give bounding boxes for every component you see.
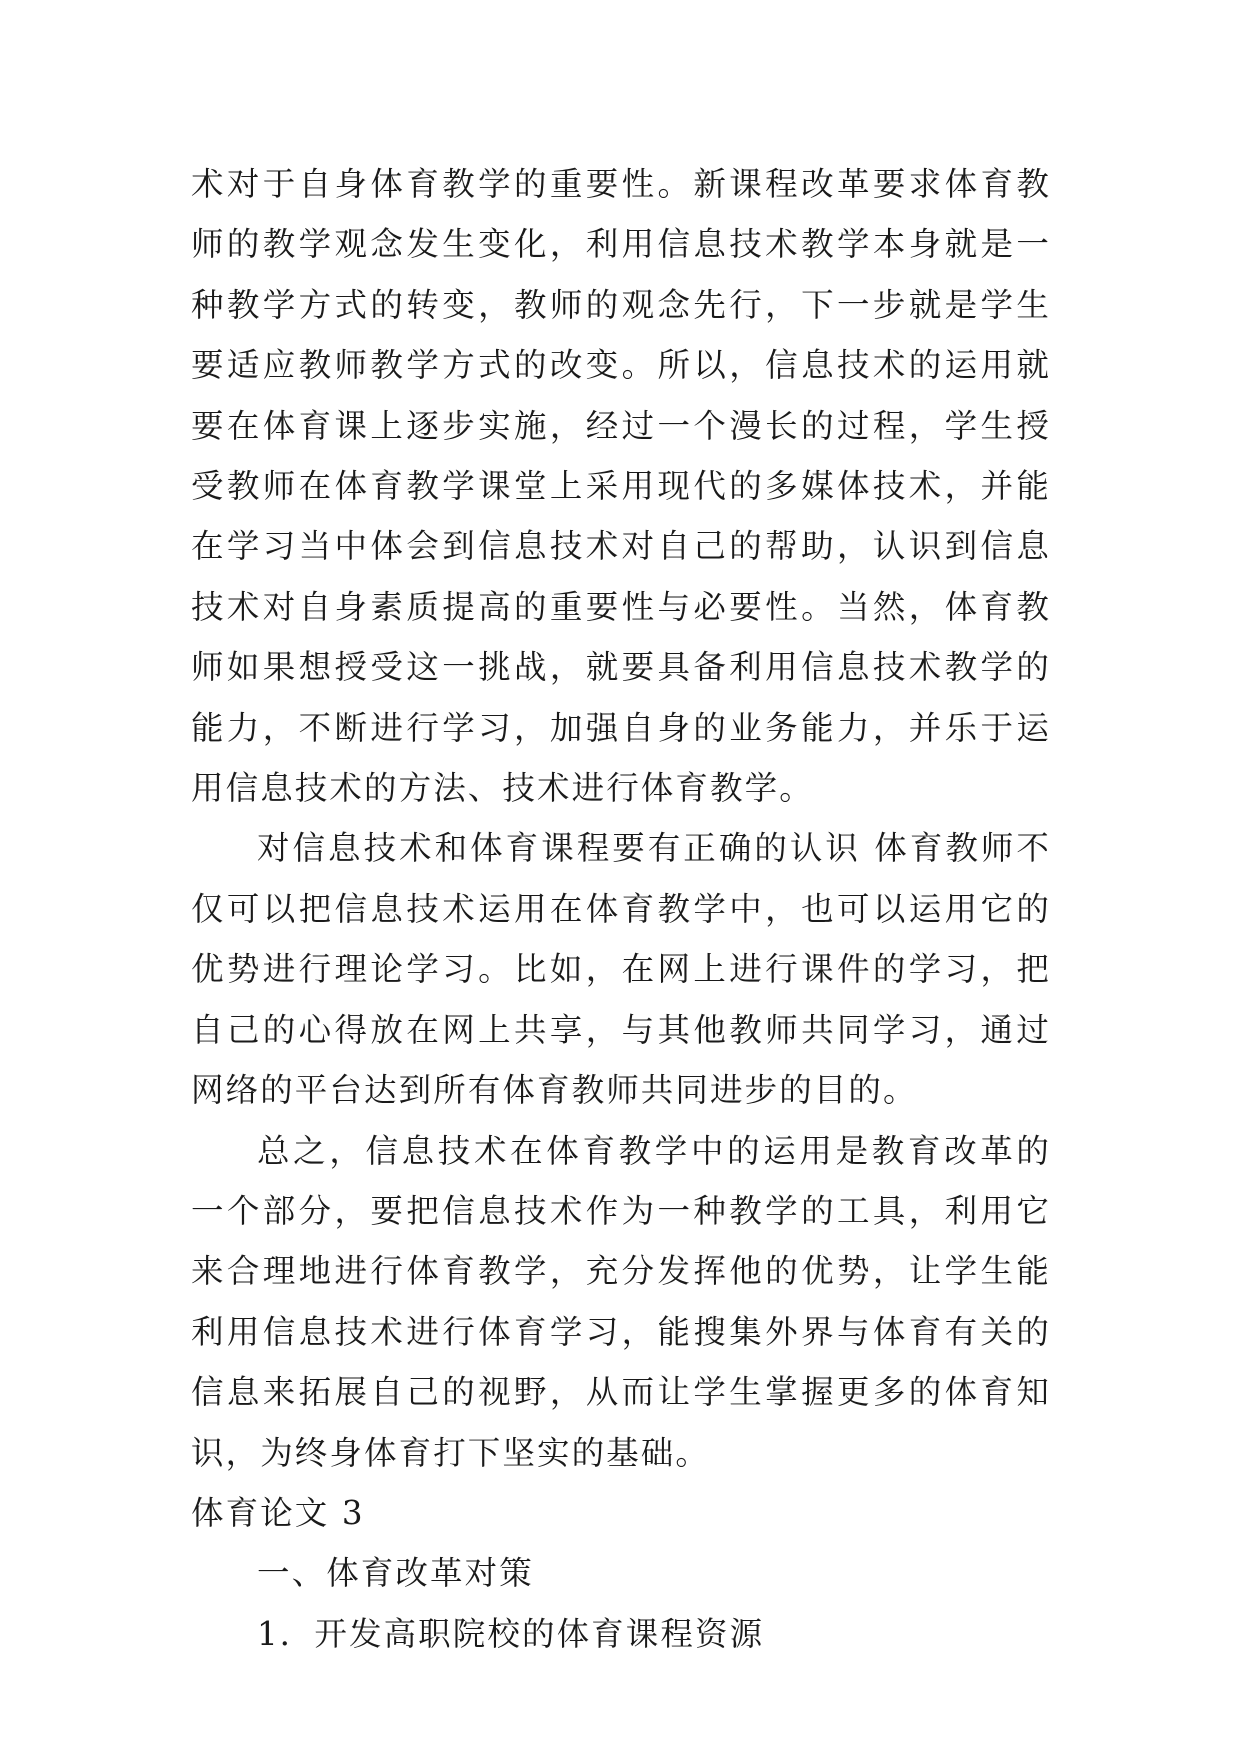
sub-heading-reform-measures: 一、体育改革对策 bbox=[257, 1554, 534, 1593]
paragraph-conclusion: 总之，信息技术在体育教学中的运用是教育改革的一个部分，要把信息技术作为一种教学的工具，利用它来合理地进行体育教学，充分发挥他的优势，让学生能利用信息技术进行体育学习，能搜集外界与体育有关的信息来拓展自己的视野，从而让学生掌握更多的体育知识，为终身体育打下坚实的基础。 bbox=[191, 1131, 1051, 1472]
paragraph-correct-understanding: 对信息技术和体育课程要有正确的认识 体育教师不仅可以把信息技术运用在体育教学中，也可以运用它的优势进行理论学习。比如，在网上进行课件的学习，把自己的心得放在网上共享，与其他教师共同学习，通过网络的平台达到所有体育教师共同进步的目的。 bbox=[191, 829, 1051, 1110]
paragraph-continuation: 术对于自身体育教学的重要性。新课程改革要求体育教师的教学观念发生变化，利用信息技术教学本身就是一种教学方式的转变，教师的观念先行，下一步就是学生要适应教师教学方式的改变。所以，信息技术的运用就要在体育课上逐步实施，经过一个漫长的过程，学生授受教师在体育教学课堂上采用现代的多媒体技术，并能在学习当中体会到信息技术对自己的帮助，认识到信息技术对自身素质提高的重要性与必要性。当然，体育教师如果想授受这一挑战，就要具备利用信息技术教学的能力，不断进行学习，加强自身的业务能力，并乐于运用信息技术的方法、技术进行体育教学。 bbox=[191, 165, 1051, 808]
sub-heading-curriculum-resources: 1．开发高职院校的体育课程资源 bbox=[257, 1614, 765, 1653]
section-title: 体育论文 3 bbox=[191, 1493, 365, 1532]
document-body bbox=[191, 154, 1051, 1664]
